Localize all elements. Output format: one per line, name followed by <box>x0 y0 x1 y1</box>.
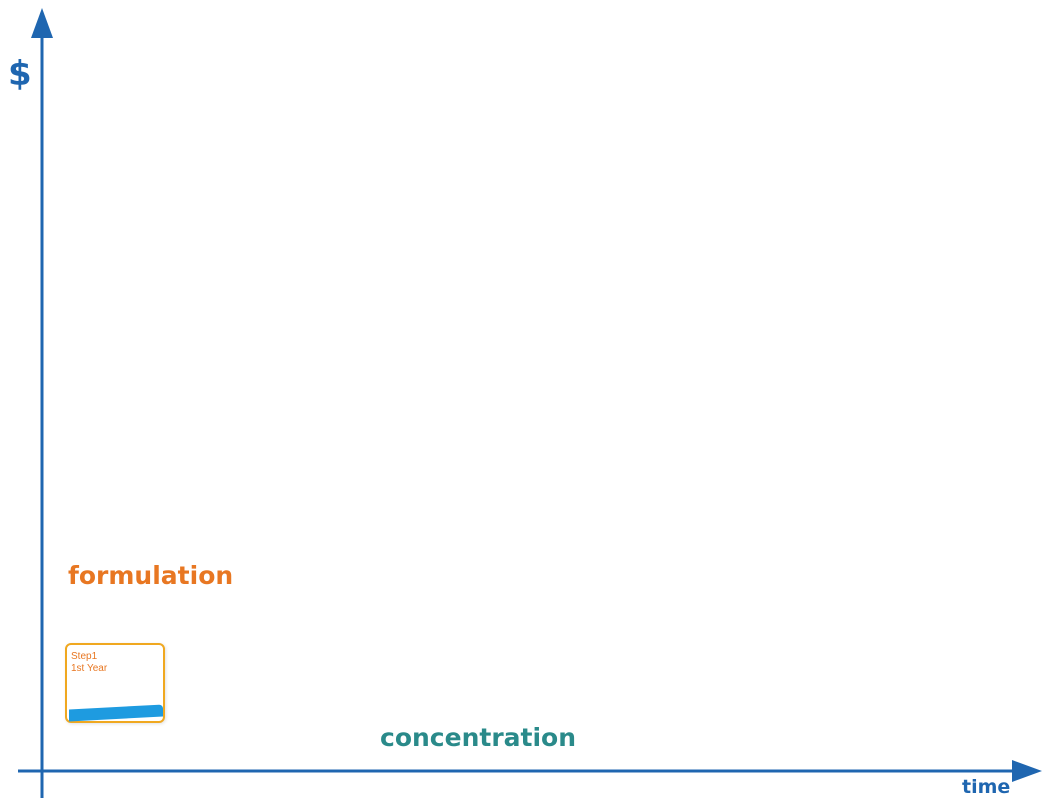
step-card[interactable] <box>65 643 165 723</box>
x-axis-label: time <box>962 776 1011 798</box>
y-axis-arrowhead <box>31 8 53 38</box>
x-axis-arrowhead <box>1012 760 1042 782</box>
step-card-subtitle: 1st Year <box>71 663 108 674</box>
formulation-label: formulation <box>68 561 234 590</box>
step-card-title: Step1 <box>71 651 98 662</box>
step-card-progress-bar <box>69 705 163 722</box>
y-axis-label: $ <box>8 54 32 94</box>
concentration-label: concentration <box>380 723 577 752</box>
